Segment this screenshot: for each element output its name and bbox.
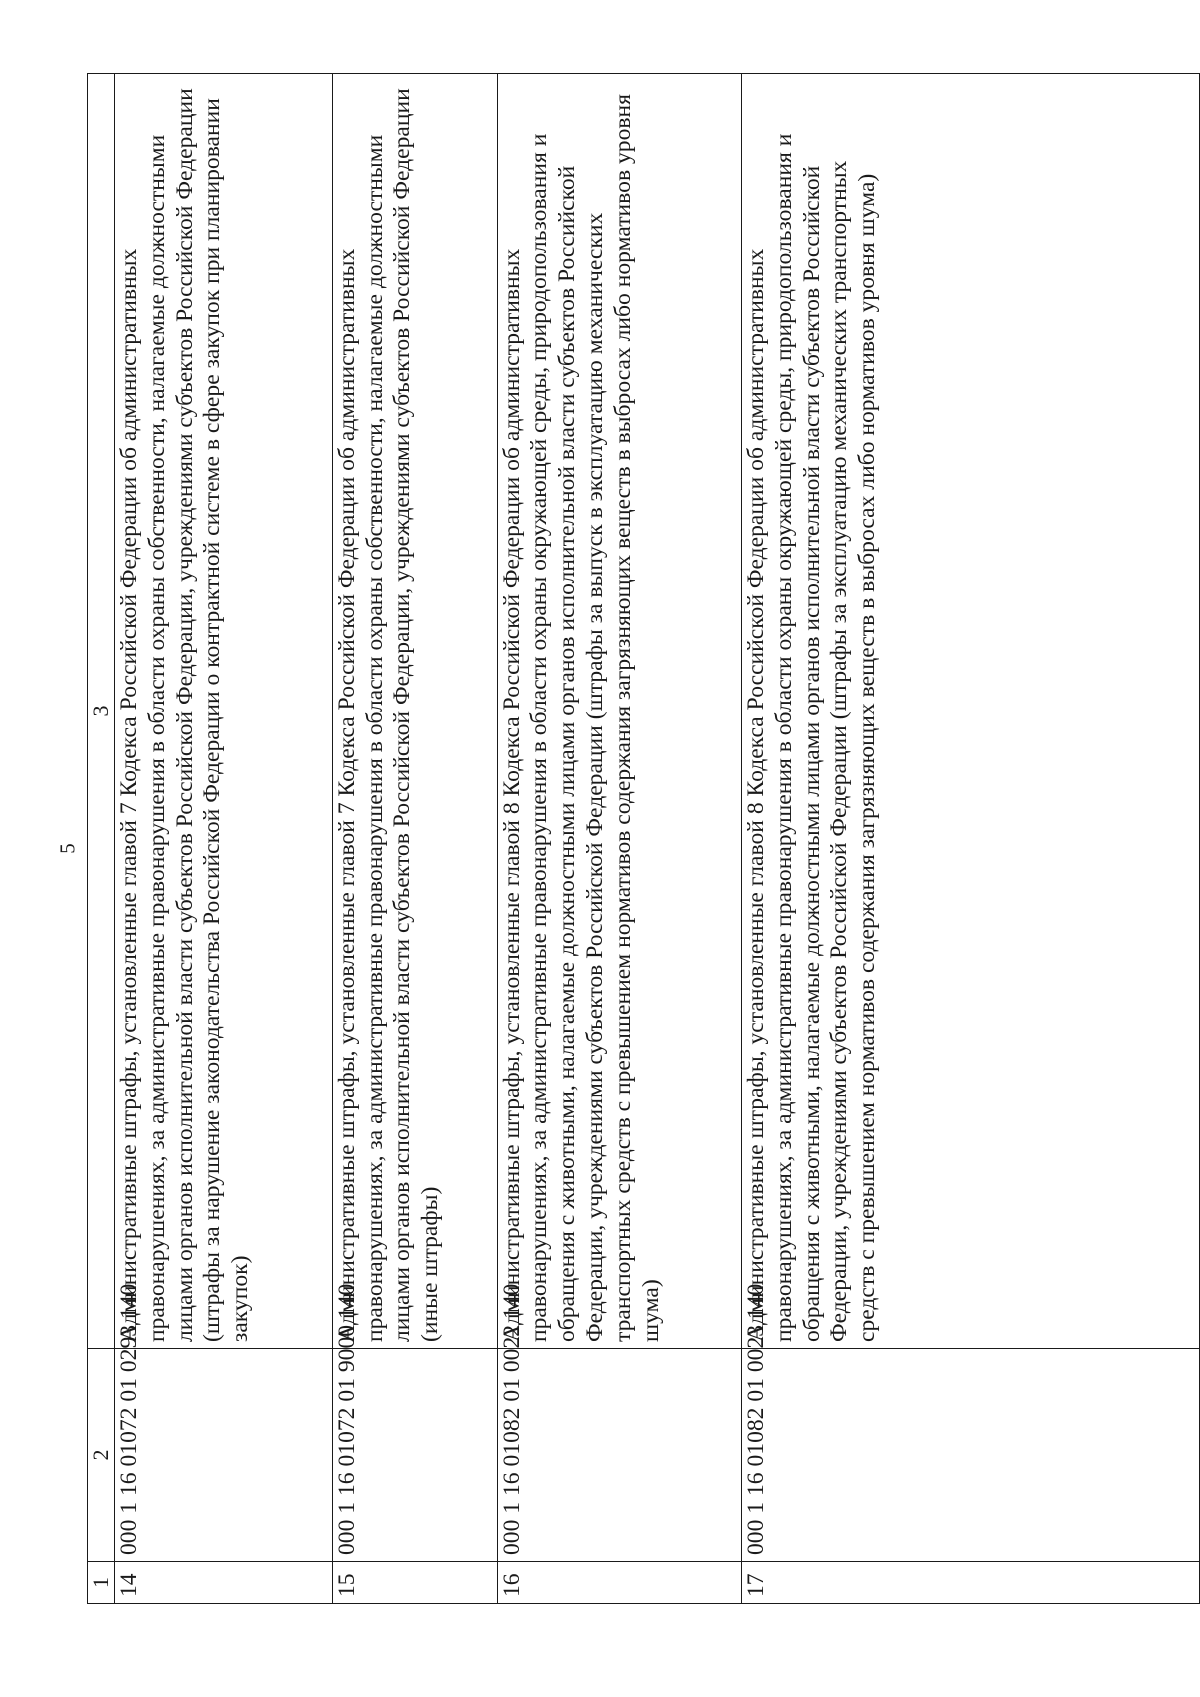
table-row [114, 74, 332, 1604]
table-body [114, 74, 1199, 1604]
column-header-3: 3 [88, 74, 115, 1349]
table-header [88, 74, 115, 1604]
row-number: 14 [114, 1562, 332, 1604]
table-row [497, 74, 741, 1604]
row-number: 17 [741, 1562, 1199, 1604]
budget-code: 000 1 16 01082 01 0022 140 [497, 1349, 741, 1562]
row-number: 16 [497, 1562, 741, 1604]
row-description: Административные штрафы, установленные главой 7 Кодекса Российской Федерации об административных правонарушениях, за административные правонарушения в области охраны собственности, налагаемые должностными лицами органов исполнительной власти субъектов Российской Федерации, учреждениями субъектов Российской Федерации (иные штрафы) [332, 74, 497, 1349]
table-row [332, 74, 497, 1604]
row-number: 15 [332, 1562, 497, 1604]
page-number: 5 [55, 843, 80, 854]
budget-codes-table [87, 73, 1200, 1604]
budget-code: 000 1 16 01082 01 0023 140 [741, 1349, 1199, 1562]
table-row [741, 74, 1199, 1604]
budget-code: 000 1 16 01072 01 0293 140 [114, 1349, 332, 1562]
budget-code: 000 1 16 01072 01 9000 140 [332, 1349, 497, 1562]
row-description: Административные штрафы, установленные главой 8 Кодекса Российской Федерации об административных правонарушениях, за административные правонарушения в области охраны окружающей среды, природопользования и обращения с животными, налагаемые должностными лицами органов исполнительной власти субъектов Российской Федерации, учреждениями субъектов Российской Федерации (штрафы за эксплуатацию механических транспортных средств с превышением нормативов содержания загрязняющих веществ в выбросах либо нормативов уровня шума) [741, 74, 1199, 1349]
header-row [88, 74, 115, 1604]
row-description: Административные штрафы, установленные главой 7 Кодекса Российской Федерации об административных правонарушениях, за административные правонарушения в области охраны собственности, налагаемые должностными лицами органов исполнительной власти субъектов Российской Федерации, учреждениями субъектов Российской Федерации (штрафы за нарушение законодательства Российской Федерации о контрактной системе в сфере закупок при планировании закупок) [114, 74, 332, 1349]
row-description: Административные штрафы, установленные главой 8 Кодекса Российской Федерации об административных правонарушениях, за административные правонарушения в области охраны окружающей среды, природопользования и обращения с животными, налагаемые должностными лицами органов исполнительной власти субъектов Российской Федерации, учреждениями субъектов Российской Федерации (штрафы за выпуск в эксплуатацию механических транспортных средств с превышением нормативов содержания загрязняющих веществ в выбросах либо нормативов уровня шума) [497, 74, 741, 1349]
table-container [87, 74, 1200, 1604]
column-header-2: 2 [88, 1349, 115, 1562]
column-header-1: 1 [88, 1562, 115, 1604]
